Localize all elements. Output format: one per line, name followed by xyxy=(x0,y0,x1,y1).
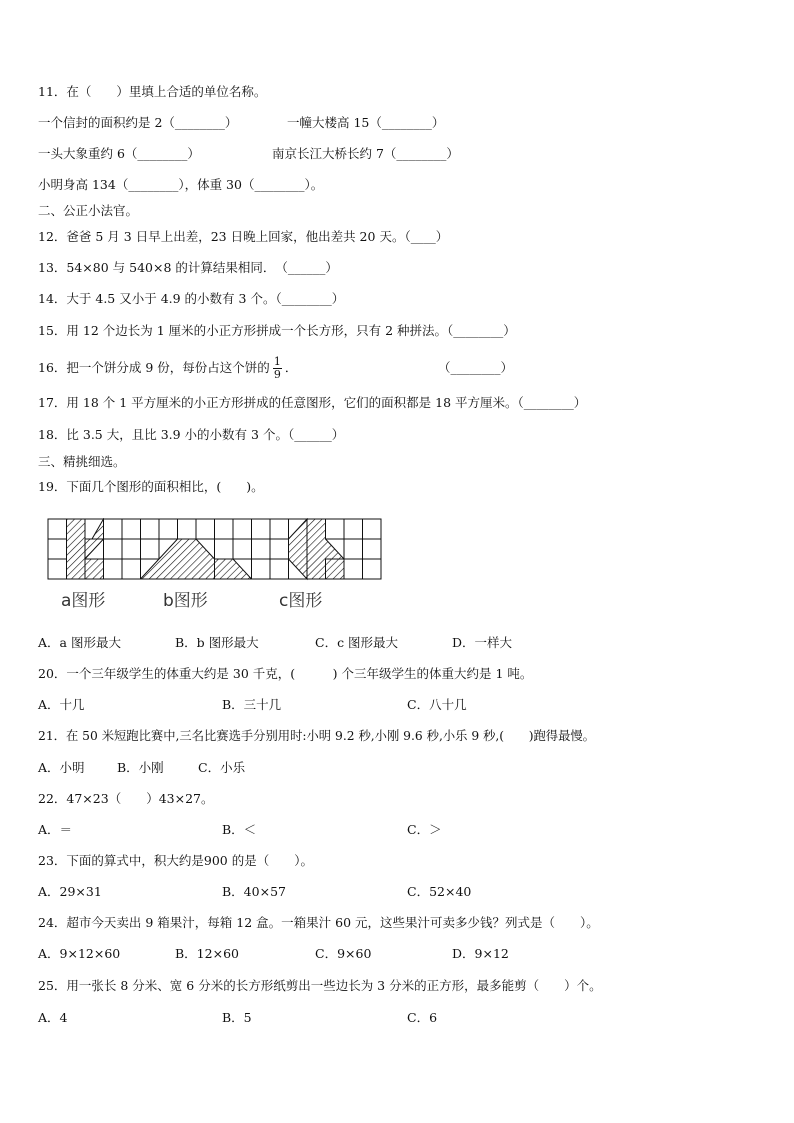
q24-stem: 24．超市今天卖出 9 箱果汁，每箱 12 盒。一箱果汁 60 元，这些果汁可卖多少钱？列式是（ ）。 xyxy=(38,915,599,930)
q12: 12．爸爸 5 月 3 日早上出差，23 日晚上回家，他出差共 20 天。（____） xyxy=(38,229,449,244)
section-3-heading: 三、精挑细选。 xyxy=(38,454,126,469)
q19-label-c: c图形 xyxy=(279,591,323,611)
section-2-heading: 二、公正小法官。 xyxy=(38,203,139,218)
q19-grid-figure xyxy=(47,518,387,618)
q25-stem: 25．用一张长 8 分米、宽 6 分米的长方形纸剪出一些边长为 3 分米的正方形，最多能剪（ ）个。 xyxy=(38,978,602,993)
q23-option-c[interactable]: C．52×40 xyxy=(407,884,472,899)
q25-option-a[interactable]: A．4 xyxy=(38,1010,68,1025)
q22-stem: 22．47×23（ ）43×27。 xyxy=(38,791,214,806)
q22-option-c[interactable]: C．＞ xyxy=(407,822,442,837)
q16-fraction-denominator: 9 xyxy=(273,368,281,381)
q13: 13．54×80 与 540×8 的计算结果相同． （______） xyxy=(38,260,338,275)
q19-option-b[interactable]: B．b 图形最大 xyxy=(175,635,259,650)
q16-fraction xyxy=(273,356,282,381)
q24-option-b[interactable]: B．12×60 xyxy=(175,946,239,961)
q18: 18．比 3.5 大，且比 3.9 小的小数有 3 个。（______） xyxy=(38,427,345,442)
q21-stem: 21．在 50 米短跑比赛中,三名比赛选手分别用时:小明 9.2 秒,小刚 9.6 秒,小乐 9 秒,( )跑得最慢。 xyxy=(38,729,595,743)
q11-item-d: 南京长江大桥长约 7（________） xyxy=(272,146,459,161)
q21-option-c[interactable]: C．小乐 xyxy=(198,760,246,775)
q16-tail: ． xyxy=(284,360,298,375)
q22-option-b[interactable]: B．＜ xyxy=(222,822,257,837)
q23-option-b[interactable]: B．40×57 xyxy=(222,884,286,899)
q20-stem: 20．一个三年级学生的体重大约是 30 千克，( ) 个三年级学生的体重大约是 1 吨。 xyxy=(38,666,533,681)
q14: 14．大于 4.5 又小于 4.9 的小数有 3 个。（________） xyxy=(38,291,345,306)
q19-option-c[interactable]: C．c 图形最大 xyxy=(315,635,399,650)
q20-option-a[interactable]: A．十几 xyxy=(38,697,85,712)
q25-option-c[interactable]: C．6 xyxy=(407,1010,438,1025)
q19-stem: 19．下面几个图形的面积相比，( )。 xyxy=(38,479,264,494)
q20-option-c[interactable]: C．八十几 xyxy=(407,697,467,712)
q11-item-e: 小明身高 134（________），体重 30（________）。 xyxy=(38,177,324,192)
q17: 17．用 18 个 1 平方厘米的小正方形拼成的任意图形，它们的面积都是 18 平方厘米。（________） xyxy=(38,395,587,410)
q11-item-c: 一头大象重约 6（________） xyxy=(38,146,200,161)
q24-option-c[interactable]: C．9×60 xyxy=(315,946,372,961)
q25-option-b[interactable]: B．5 xyxy=(222,1010,252,1025)
q23-stem: 23．下面的算式中，积大约是900 的是（ ）。 xyxy=(38,853,313,868)
q24-option-d[interactable]: D．9×12 xyxy=(452,946,509,961)
q16-blank: （________） xyxy=(438,360,514,375)
q21-option-a[interactable]: A．小明 xyxy=(38,760,85,775)
q15: 15．用 12 个边长为 1 厘米的小正方形拼成一个长方形，只有 2 种拼法。（________） xyxy=(38,323,516,338)
q20-option-b[interactable]: B．三十几 xyxy=(222,697,282,712)
q19-label-b: b图形 xyxy=(163,591,208,611)
q11-item-a: 一个信封的面积约是 2（________） xyxy=(38,115,238,130)
q19-shape-c xyxy=(289,519,345,579)
q24-option-a[interactable]: A．9×12×60 xyxy=(38,946,121,961)
q11-item-b: 一幢大楼高 15（________） xyxy=(287,115,445,130)
q19-option-d[interactable]: D．一样大 xyxy=(452,635,513,650)
q19-option-a[interactable]: A．a 图形最大 xyxy=(38,635,121,650)
q23-option-a[interactable]: A．29×31 xyxy=(38,884,102,899)
q16-fraction-numerator: 1 xyxy=(273,355,281,368)
q19-shape-a xyxy=(67,519,104,579)
q22-option-a[interactable]: A．＝ xyxy=(38,822,73,837)
q16-stem: 16．把一个饼分成 9 份，每份占这个饼的 xyxy=(38,360,270,375)
q21-option-b[interactable]: B．小刚 xyxy=(117,760,164,775)
q11-stem: 11．在（ ）里填上合适的单位名称。 xyxy=(38,84,267,99)
q16 xyxy=(38,354,297,382)
q19-label-a: a图形 xyxy=(61,591,106,611)
